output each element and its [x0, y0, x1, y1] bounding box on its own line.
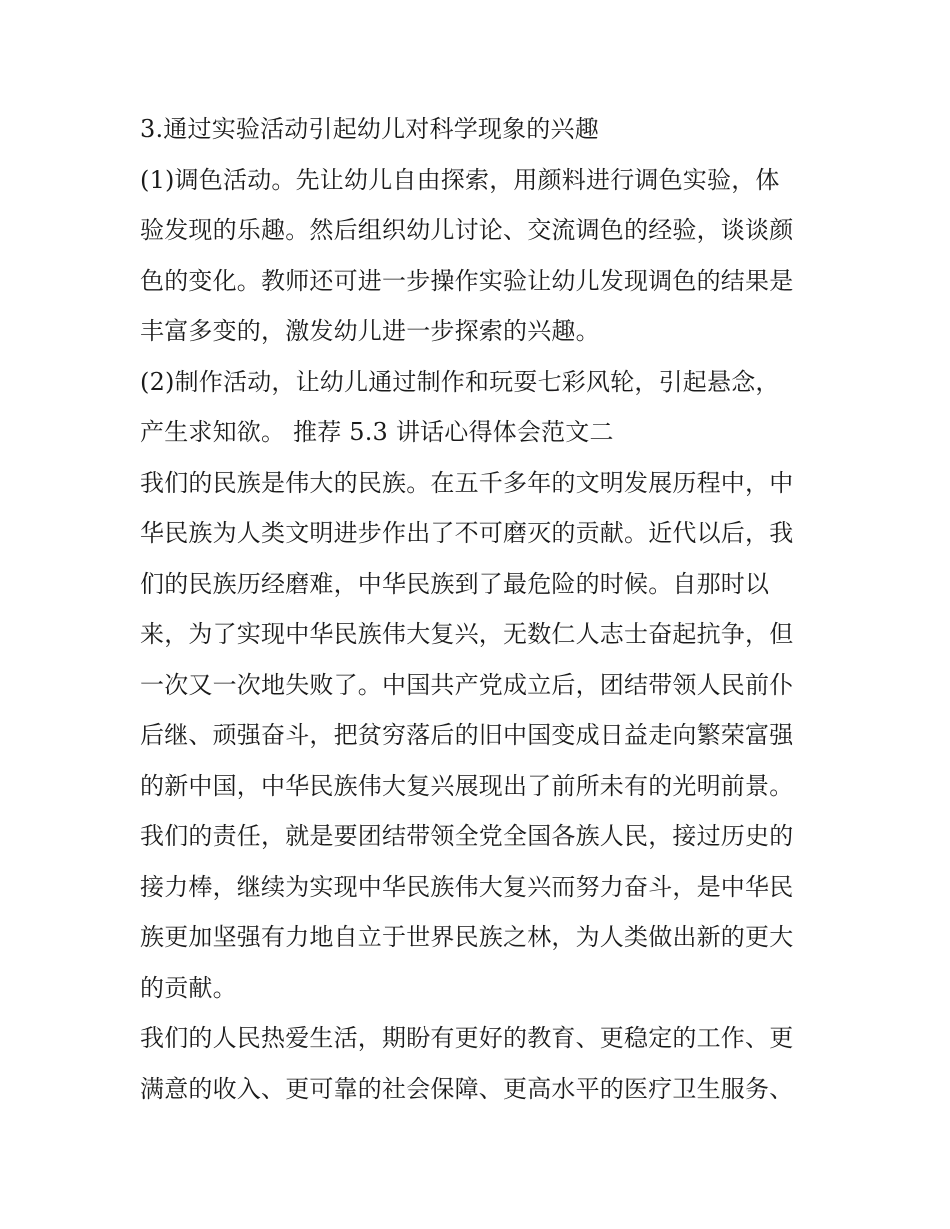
text-line: 后继、顽强奋斗，把贫穷落后的旧中国变成日益走向繁荣富强: [140, 721, 794, 749]
text-line: (2)制作活动，让幼儿通过制作和玩耍七彩风轮，引起悬念，: [140, 367, 780, 396]
text-line: 华民族为人类文明进步作出了不可磨灭的贡献。近代以后，我: [140, 519, 794, 547]
heading-science-interest: [140, 112, 818, 147]
text-line: 我们的人民热爱生活，期盼有更好的教育、更稳定的工作、更: [140, 1024, 794, 1052]
paragraph-color-mixing: [140, 163, 818, 350]
text-line: 一次又一次地失败了。中国共产党成立后，团结带领人民前仆: [140, 670, 794, 699]
text-line: 来，为了实现中华民族伟大复兴，无数仁人志士奋起抗争，但: [140, 620, 794, 648]
paragraph-making-activity: [140, 365, 818, 451]
text-line: 验发现的乐趣。然后组织幼儿讨论、交流调色的经验，谈谈颜: [140, 216, 794, 244]
document-body: [140, 112, 818, 1122]
text-line: 丰富多变的，激发幼儿进一步探索的兴趣。: [140, 317, 600, 345]
text-line: (1)调色活动。先让幼儿自由探索，用颜料进行调色实验，体: [140, 165, 780, 194]
paragraph-great-nation: [140, 466, 818, 1006]
text-line: 们的民族历经磨难，中华民族到了最危险的时候。自那时以: [140, 569, 770, 598]
text-line: 的贡献。: [140, 973, 237, 1002]
text-line: 的新中国，中华民族伟大复兴展现出了前所未有的光明前景。: [140, 771, 794, 800]
text-line: 我们的民族是伟大的民族。在五千多年的文明发展历程中，中: [140, 468, 794, 497]
paragraph-people-love-life: [140, 1021, 818, 1107]
text-line: 族更加坚强有力地自立于世界民族之林，为人类做出新的更大: [140, 923, 794, 951]
text-line: 3.通过实验活动引起幼儿对科学现象的兴趣: [140, 115, 599, 143]
text-line: 产生求知欲。 推荐 5.3 讲话心得体会范文二: [140, 418, 614, 446]
text-line: 接力棒，继续为实现中华民族伟大复兴而努力奋斗，是中华民: [140, 872, 794, 901]
text-line: 色的变化。教师还可进一步操作实验让幼儿发现调色的结果是: [140, 266, 794, 295]
text-line: 我们的责任，就是要团结带领全党全国各族人民，接过历史的: [140, 822, 794, 850]
text-line: 满意的收入、更可靠的社会保障、更高水平的医疗卫生服务、: [140, 1074, 794, 1103]
